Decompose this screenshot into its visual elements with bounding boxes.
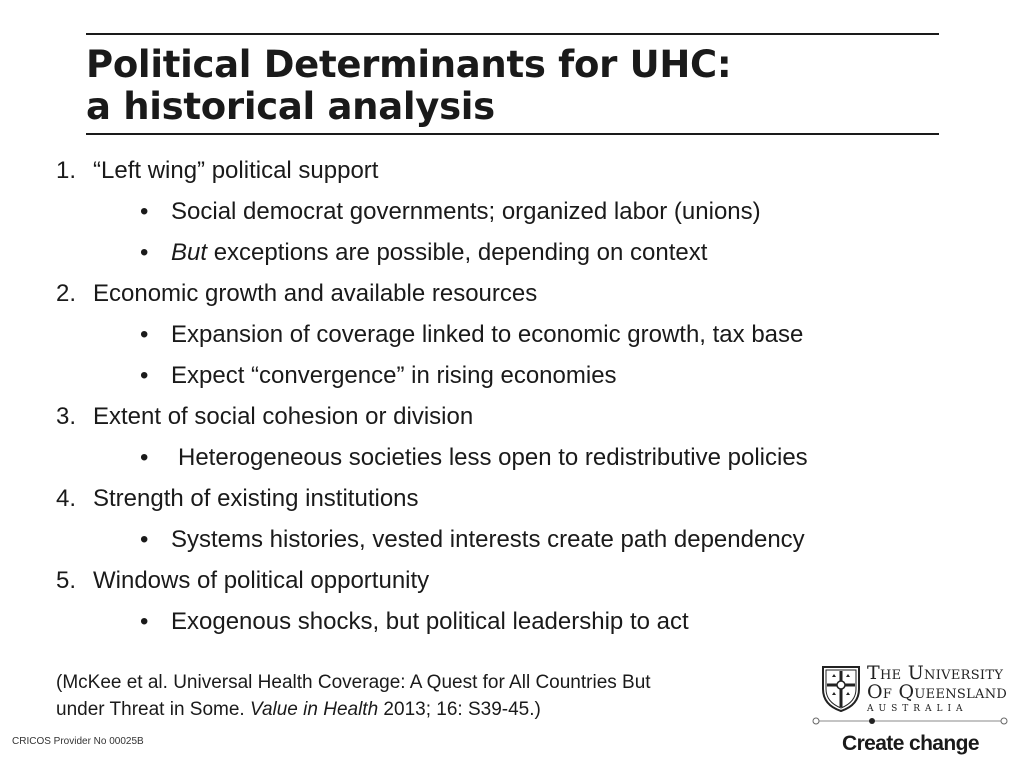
- sub-item: [0, 601, 1024, 642]
- list-item: [0, 560, 1024, 601]
- list-item: [0, 478, 1024, 519]
- sub-item: [0, 314, 1024, 355]
- list-item: [0, 150, 1024, 191]
- title-top-rule: [86, 33, 939, 35]
- university-logo: [812, 660, 1012, 760]
- bullet-icon: •: [140, 321, 149, 348]
- emphasis-text: But: [171, 239, 208, 266]
- citation-suffix: 2013; 16: S39-45.): [378, 699, 541, 720]
- sub-item-text-rest: exceptions are possible, depending on context: [207, 239, 708, 266]
- crest-icon: [820, 665, 862, 713]
- item-text: Economic growth and available resources: [93, 280, 538, 307]
- bullet-icon: •: [140, 526, 149, 553]
- tagline: Create change: [842, 732, 979, 755]
- sub-item-text: [171, 232, 707, 273]
- list-item: [0, 273, 1024, 314]
- citation-prefix: under Threat in Some.: [56, 699, 250, 720]
- bullet-icon: •: [140, 198, 149, 225]
- university-country: AUSTRALIA: [867, 704, 968, 714]
- university-name: [867, 664, 1007, 702]
- bullet-icon: •: [140, 608, 149, 635]
- item-text: Windows of political opportunity: [93, 567, 430, 594]
- university-name-line-1: The University: [867, 662, 1004, 684]
- item-number: 1.: [56, 157, 77, 184]
- slide-title: [86, 44, 731, 128]
- sub-item-text: Heterogeneous societies less open to redistributive policies: [178, 444, 808, 471]
- sub-item-text: Systems histories, vested interests create path dependency: [171, 526, 805, 553]
- university-name-line-2: Of Queensland: [867, 681, 1008, 703]
- list-item: [0, 396, 1024, 437]
- bullet-icon: •: [140, 444, 149, 471]
- citation: [56, 669, 651, 723]
- item-text: “Left wing” political support: [93, 157, 379, 184]
- slide-title-line-1: Political Determinants for UHC:: [86, 43, 732, 86]
- sub-item: [0, 355, 1024, 396]
- sub-item-text: Exogenous shocks, but political leadership to act: [171, 608, 689, 635]
- item-number: 2.: [56, 280, 77, 307]
- sub-item-text: Social democrat governments; organized labor (unions): [171, 198, 761, 225]
- item-text: Strength of existing institutions: [93, 485, 419, 512]
- logo-divider: [812, 716, 1008, 726]
- item-text: Extent of social cohesion or division: [93, 403, 474, 430]
- cricos-provider: CRICOS Provider No 00025B: [12, 736, 144, 747]
- sub-item-text: Expansion of coverage linked to economic growth, tax base: [171, 321, 804, 348]
- citation-line-2: [56, 696, 651, 723]
- title-bottom-rule: [86, 133, 939, 135]
- sub-item: [0, 232, 1024, 273]
- bullet-icon: •: [140, 362, 149, 389]
- sub-item: [0, 191, 1024, 232]
- bullet-icon: •: [140, 239, 149, 266]
- determinants-list: [0, 150, 1024, 642]
- item-number: 4.: [56, 485, 77, 512]
- sub-item-text: Expect “convergence” in rising economies: [171, 362, 617, 389]
- citation-line-1: (McKee et al. Universal Health Coverage: A Quest for All Countries But: [56, 672, 651, 693]
- sub-item: [0, 437, 1024, 478]
- item-number: 3.: [56, 403, 77, 430]
- citation-journal: Value in Health: [249, 699, 379, 720]
- item-number: 5.: [56, 567, 77, 594]
- slide-title-line-2: a historical analysis: [86, 85, 495, 128]
- sub-item: [0, 519, 1024, 560]
